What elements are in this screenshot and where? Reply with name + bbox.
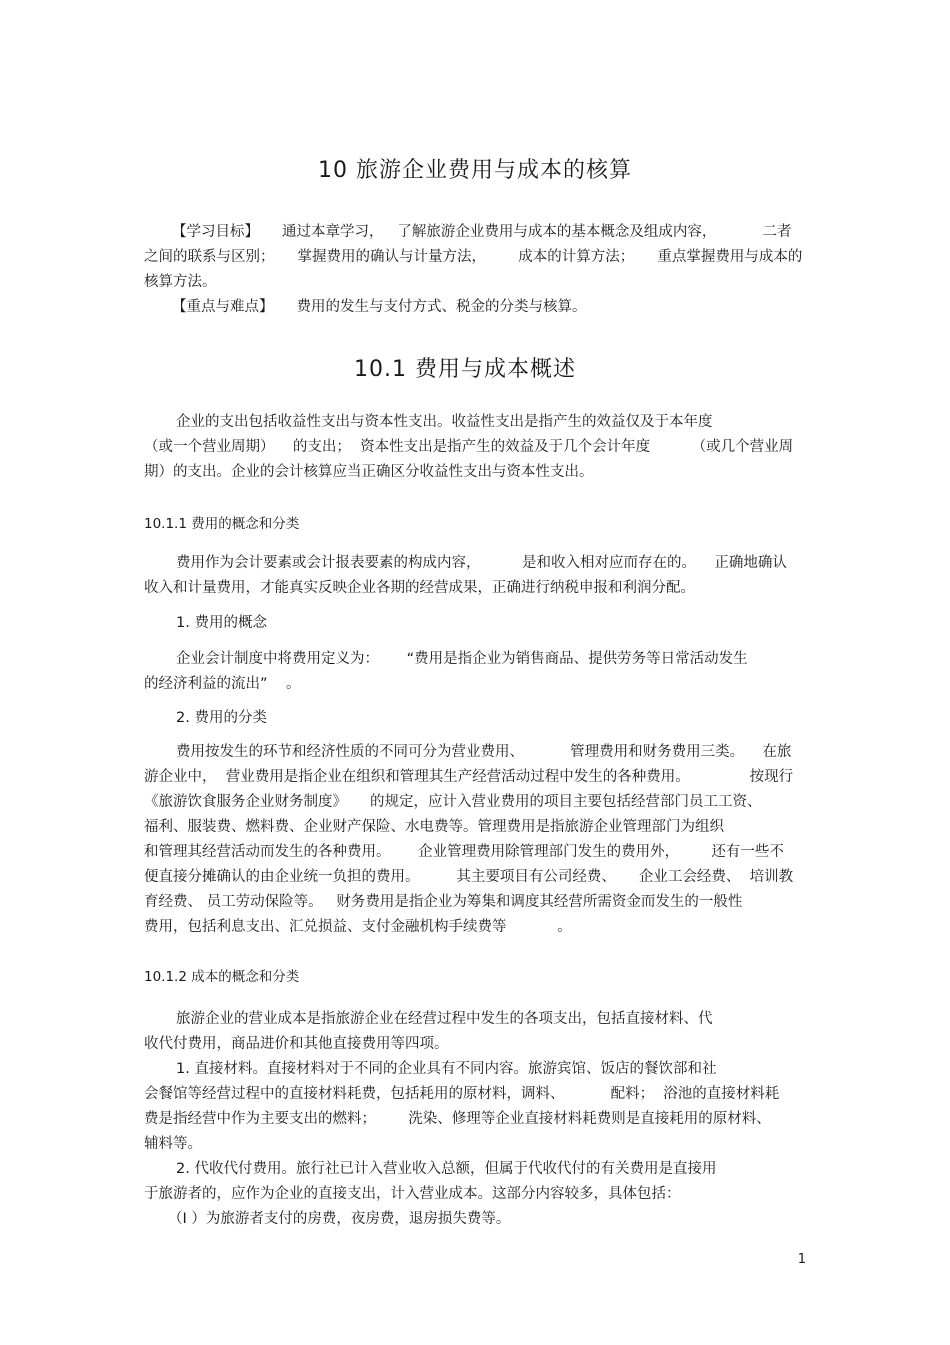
paragraph-line: 的经济利益的流出” 。 — [144, 676, 301, 692]
subsection-title: 10.1.1 费用的概念和分类 — [144, 516, 300, 532]
objectives-line: 之间的联系与区别； 掌握费用的确认与计量方法， 成本的计算方法； 重点掌握费用与成本的 — [144, 249, 803, 265]
paragraph-line: 旅游企业的营业成本是指旅游企业在经营过程中发生的各项支出，包括直接材料、代 — [176, 1011, 713, 1027]
section-title: 10.1 费用与成本概述 — [354, 357, 576, 382]
paragraph-line: 和管理其经营活动而发生的各种费用。 企业管理费用除管理部门发生的费用外， 还有一些不 — [144, 844, 784, 860]
page-number: 1 — [797, 1252, 806, 1267]
paragraph-line: 收入和计量费用，才能真实反映企业各期的经营成果，正确进行纳税申报和利润分配。 — [144, 580, 695, 596]
paragraph-line: 收代付费用，商品进价和其他直接费用等四项。 — [144, 1036, 449, 1052]
paragraph-line: 1. 直接材料。直接材料对于不同的企业具有不同内容。旅游宾馆、饭店的餐饮部和社 — [176, 1061, 717, 1077]
paragraph-line: 费用按发生的环节和经济性质的不同可分为营业费用、 管理费用和财务费用三类。 在旅 — [176, 744, 792, 760]
objectives-line: 【学习目标】 通过本章学习， 了解旅游企业费用与成本的基本概念及组成内容， 二者 — [172, 224, 792, 240]
paragraph-line: 期）的支出。企业的会计核算应当正确区分收益性支出与资本性支出。 — [144, 464, 594, 480]
paragraph-line: 企业会计制度中将费用定义为： “费用是指企业为销售商品、提供劳务等日常活动发生 — [176, 651, 748, 667]
paragraph-line: 辅料等。 — [144, 1136, 202, 1152]
paragraph-line: 育经费、 员工劳动保险等。 财务费用是指企业为筹集和调度其经营所需资金而发生的一般性 — [144, 894, 743, 910]
paragraph-line: 企业的支出包括收益性支出与资本性支出。收益性支出是指产生的效益仅及于本年度 — [176, 414, 713, 430]
objectives-line: 核算方法。 — [144, 274, 217, 290]
paragraph-line: 游企业中， 营业费用是指企业在组织和管理其生产经营活动过程中发生的各种费用。 按现行 — [144, 769, 794, 785]
paragraph-line: 费是指经营中作为主要支出的燃料； 洗染、修理等企业直接材料耗费则是直接耗用的原材料、 — [144, 1111, 771, 1127]
item-title: 2. 费用的分类 — [176, 710, 267, 726]
paragraph-line: 便直接分摊确认的由企业统一负担的费用。 其主要项目有公司经费、 企业工会经费、 培训教 — [144, 869, 794, 885]
paragraph-line: 会餐馆等经营过程中的直接材料耗费，包括耗用的原材料，调料、 配料； 浴池的直接材料耗 — [144, 1086, 780, 1102]
paragraph-line: 《旅游饮食服务企业财务制度》 的规定，应计入营业费用的项目主要包括经营部门员工工资、 — [144, 794, 762, 810]
paragraph-line: 费用，包括利息支出、汇兑损益、支付金融机构手续费等 。 — [144, 919, 572, 935]
paragraph-line: 福利、服装费、燃料费、企业财产保险、水电费等。管理费用是指旅游企业管理部门为组织 — [144, 819, 724, 835]
subsection-title: 10.1.2 成本的概念和分类 — [144, 969, 300, 985]
paragraph-line: （I ）为旅游者支付的房费，夜房费，退房损失费等。 — [168, 1211, 511, 1227]
item-title: 1. 费用的概念 — [176, 615, 267, 631]
paragraph-line: 于旅游者的，应作为企业的直接支出，计入营业成本。这部分内容较多，具体包括： — [144, 1186, 681, 1202]
chapter-title: 10 旅游企业费用与成本的核算 — [318, 158, 632, 183]
key-points-line: 【重点与难点】 费用的发生与支付方式、税金的分类与核算。 — [172, 299, 587, 315]
paragraph-line: 费用作为会计要素或会计报表要素的构成内容， 是和收入相对应而存在的。 正确地确认 — [176, 555, 787, 571]
paragraph-line: 2. 代收代付费用。旅行社已计入营业收入总额，但属于代收代付的有关费用是直接用 — [176, 1161, 717, 1177]
paragraph-line: （或一个营业周期） 的支出； 资本性支出是指产生的效益及于几个会计年度 （或几个营业周 — [144, 439, 794, 455]
